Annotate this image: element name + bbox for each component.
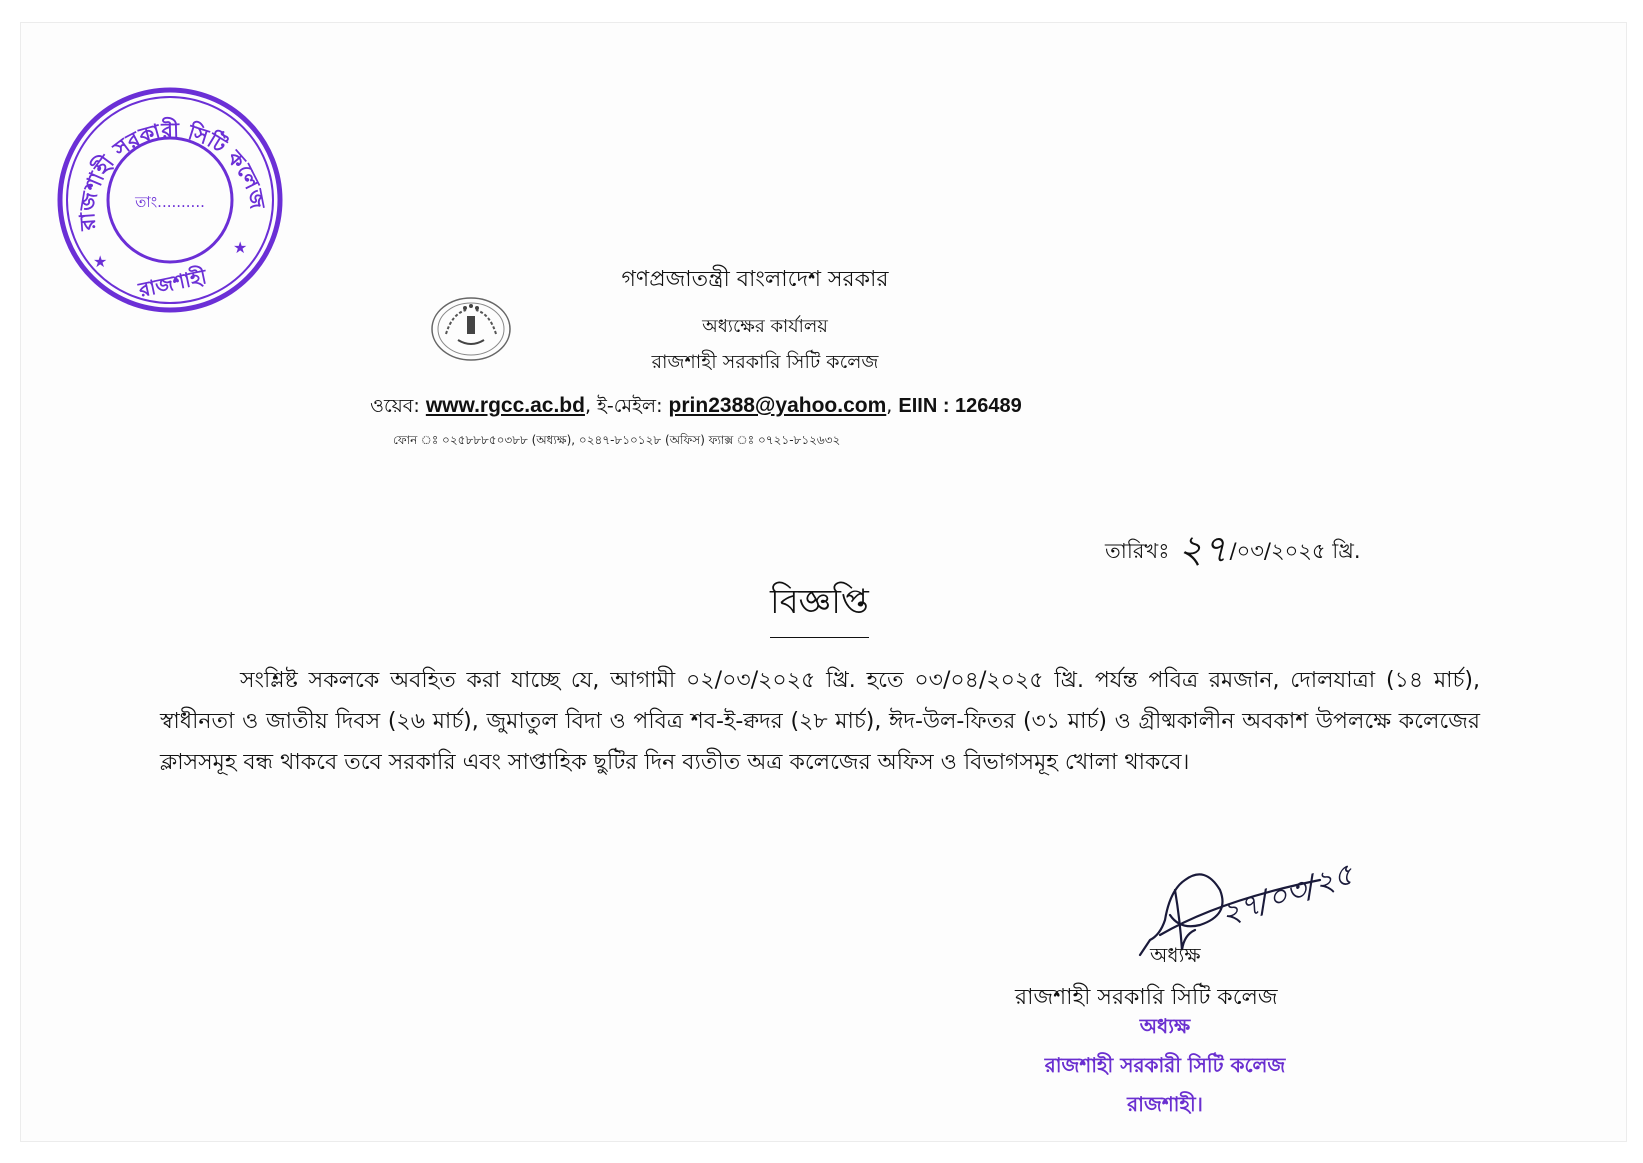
seal-star-icon: ★: [93, 252, 108, 271]
government-emblem-icon: [430, 296, 512, 362]
college-seal: [55, 85, 285, 315]
notice-title: বিজ্ঞপ্তি: [770, 576, 869, 638]
contact-line: ওয়েব: www.rgcc.ac.bd, ই-মেইল: prin2388@yahoo.com, EIIN : 126489: [370, 394, 1022, 417]
email-label: ই-মেইল:: [597, 395, 663, 417]
office-heading: অধ্যক্ষের কার্যালয়: [702, 316, 828, 337]
signature-role: অধ্যক্ষ: [1150, 943, 1201, 967]
stamp-line-role: অধ্যক্ষ: [1139, 1014, 1191, 1038]
seal-bottom-text: রাজশাহী: [136, 264, 209, 302]
principal-stamp: [1000, 1012, 1330, 1123]
email-link[interactable]: prin2388@yahoo.com: [668, 394, 887, 417]
college-heading: রাজশাহী সরকারি সিটি কলেজ: [651, 351, 879, 373]
notice-date: [1105, 520, 1361, 584]
eiin-number: EIIN : 126489: [898, 395, 1022, 417]
stamp-line-city: রাজশাহী।: [1127, 1092, 1203, 1116]
seal-top-text: রাজশাহী সরকারী সিটি কলেজ: [75, 118, 270, 232]
stamp-line-college: রাজশাহী সরকারী সিটি কলেজ: [1044, 1053, 1286, 1077]
seal-star-icon: ★: [233, 238, 248, 257]
notice-body: সংশ্লিষ্ট সকলকে অবহিত করা যাচ্ছে যে, আগামী ০২/০৩/২০২৫ খ্রি. হতে ০৩/০৪/২০২৫ খ্রি. পর্যন্ত পবিত্র রমজান, দোলযাত্রা (১৪ মার্চ), স্বাধীনতা ও জাতীয় দিবস (২৬ মার্চ), জুমাতুল বিদা ও পবিত্র শব-ই-ক্বদর (২৮ মার্চ), ঈদ-উল-ফিতর (৩১ মার্চ) ও গ্রীষ্মকালীন অবকাশ উপলক্ষে কলেজের ক্লাসসমূহ বন্ধ থাকবে তবে সরকারি এবং সাপ্তাহিক ছুটির দিন ব্যতীত অত্র কলেজের অফিস ও বিভাগসমূহ খোলা থাকবে।: [160, 668, 1480, 775]
website-link[interactable]: www.rgcc.ac.bd: [425, 394, 585, 417]
seal-center-text: তাং..........: [135, 193, 205, 211]
date-rest: /০৩/২০২৫ খ্রি.: [1229, 539, 1361, 563]
government-heading: গণপ্রজাতন্ত্রী বাংলাদেশ সরকার: [621, 267, 889, 292]
date-label: তারিখঃ: [1105, 539, 1170, 563]
web-label: ওয়েব:: [370, 395, 420, 417]
date-day-handwritten: ২৭: [1178, 527, 1228, 571]
signature-date-handwritten: ২৭/০৩/২৫: [1216, 856, 1358, 933]
phone-fax-line: ফোন ঃ ০২৫৮৮৮৫০৩৮৮ (অধ্যক্ষ), ০২৪৭-৮১০১২৮ (অফিস) ফ্যাক্স ঃ ০৭২১-৮১২৬৩২: [393, 433, 841, 447]
signature-college: রাজশাহী সরকারি সিটি কলেজ: [1015, 985, 1278, 1010]
